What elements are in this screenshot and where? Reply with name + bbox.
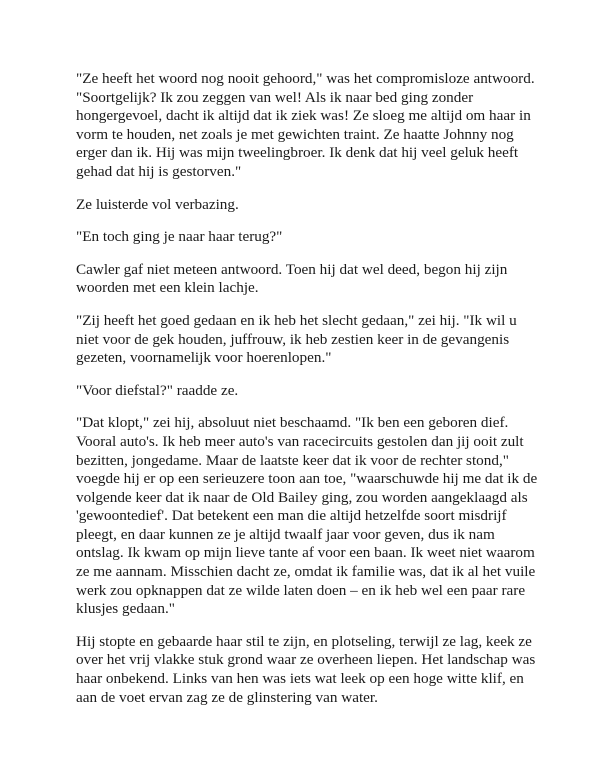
text-line: 'gewoontedief'. Dat betekent een man die altijd hetzelfde soort misdrijf	[76, 507, 507, 525]
text-line: woorden met een klein lachje.	[76, 279, 259, 297]
text-line: gehad dat hij is gestorven."	[76, 162, 242, 180]
text-line: ze me aannam. Misschien dacht ze, omdat ik familie was, dat ik al het vuile	[76, 563, 536, 581]
text-line: Cawler gaf niet meteen antwoord. Toen hij dat wel deed, begon hij zijn	[76, 260, 508, 278]
text-line: "En toch ging je naar haar terug?"	[76, 228, 283, 246]
text-line: "Dat klopt," zei hij, absoluut niet beschaamd. "Ik ben een geboren dief.	[76, 414, 509, 432]
paragraph	[76, 382, 556, 401]
text-line: "Voor diefstal?" raadde ze.	[76, 381, 239, 399]
text-line: Vooral auto's. Ik heb meer auto's van racecircuits gestolen dan jij ooit zult	[76, 432, 524, 450]
text-line: vorm te houden, net zoals je met gewichten traint. Ze haatte Johnny nog	[76, 125, 514, 143]
text-line: Ze luisterde vol verbazing.	[76, 195, 239, 213]
text-line: "Soortgelijk? Ik zou zeggen van wel! Als ik naar bed ging zonder	[76, 88, 474, 106]
paragraph	[76, 196, 556, 215]
paragraph	[76, 70, 556, 182]
paragraph	[76, 633, 556, 707]
text-line: klusjes gedaan."	[76, 600, 175, 618]
text-line: haar onbekend. Links van hen was iets wat leek op een hoge witte klif, en	[76, 670, 524, 688]
text-line: werk zou opknappen dat ze wilde laten doen – en ik heb wel een paar rare	[76, 581, 526, 599]
text-line: bezitten, jongedame. Maar de laatste keer dat ik voor de rechter stond,"	[76, 451, 509, 469]
paragraph	[76, 414, 556, 619]
text-line: Hij stopte en gebaarde haar stil te zijn, en plotseling, terwijl ze lag, keek ze	[76, 632, 532, 650]
text-line: over het vrij vlakke stuk grond waar ze overheen liepen. Het landschap was	[76, 651, 536, 669]
text-line: niet voor de gek houden, juffrouw, ik heb zestien keer in de gevangenis	[76, 330, 510, 348]
document-page	[76, 70, 556, 721]
text-line: "Zij heeft het goed gedaan en ik heb het slecht gedaan," zei hij. "Ik wil u	[76, 311, 517, 329]
text-line: "Ze heeft het woord nog nooit gehoord," was het compromisloze antwoord.	[76, 70, 535, 87]
text-line: erger dan ik. Hij was mijn tweelingbroer. Ik denk dat hij veel geluk heeft	[76, 144, 519, 162]
text-line: volgende keer dat ik naar de Old Bailey ging, zou worden aangeklaagd als	[76, 488, 528, 506]
paragraph	[76, 261, 556, 298]
text-line: pleegt, en daar kunnen ze je altijd twaalf jaar voor geven, dus ik nam	[76, 525, 495, 543]
text-line: gezeten, voornamelijk voor hoerenlopen."	[76, 349, 332, 367]
paragraph	[76, 228, 556, 247]
paragraph	[76, 312, 556, 368]
text-line: hongergevoel, dacht ik altijd dat ik ziek was! Ze sloeg me altijd om haar in	[76, 107, 531, 125]
text-line: aan de voet ervan zag ze de glinstering van water.	[76, 688, 378, 706]
text-line: voegde hij er op een serieuzere toon aan toe, "waarschuwde hij me dat ik de	[76, 470, 538, 488]
text-line: ontslag. Ik kwam op mijn lieve tante af voor een baan. Ik weet niet waarom	[76, 544, 535, 562]
